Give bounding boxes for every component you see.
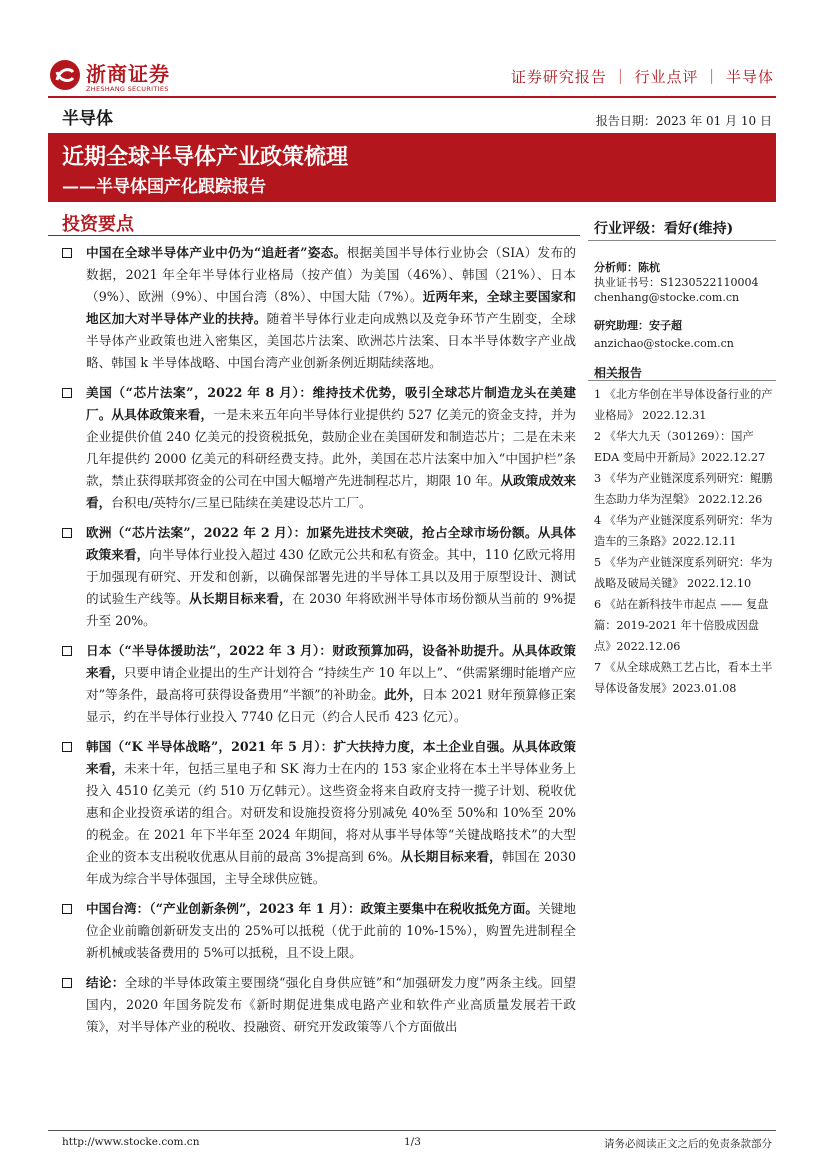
assistant-label: 研究助理： [594, 319, 649, 332]
checkbox-bullet-icon [62, 388, 72, 398]
paragraph-emphasis: 近两年来，全球主要国家和地区加大对半导体产业的扶持。 [86, 289, 576, 326]
paragraph-china [62, 242, 576, 374]
disclaimer-note: 请务必阅读正文之后的免责条款部分 [604, 1138, 772, 1150]
paragraph-japan [62, 640, 576, 728]
paragraph-body: 向半导体行业投入超过 430 亿欧元公共和私有资金。其中，110 亿欧元将用于加强现有研究、开发和创新，以确保部署先进的半导体工具以及用于原型设计、测试的试验生产线等。 [86, 547, 577, 606]
paragraph-body: 根据美国半导体行业协会（SIA）发布的数据，2021 年全年半导体行业格局（按产值）为美国（46%）、韩国（21%）、日本（9%）、欧洲（9%）、中国台湾（8%）、中国大陆（7%）。 [86, 245, 576, 304]
rating-divider [588, 240, 776, 241]
assistant-name: 安子超 [649, 319, 682, 332]
checkbox-bullet-icon [62, 978, 72, 988]
related-reports-list [594, 384, 774, 699]
checkbox-bullet-icon [62, 646, 72, 656]
paragraph-emphasis: 从长期目标来看， [189, 591, 293, 606]
sector-label: 半导体 [62, 109, 113, 129]
checkbox-bullet-icon [62, 742, 72, 752]
analyst-name: 陈杭 [638, 261, 660, 274]
related-report-item[interactable]: 4 《华为产业链深度系列研究：华为造车的三条路》2022.12.11 [594, 514, 773, 548]
report-category: 证券研究报告 ｜ 行业点评 ｜ 半导体 [510, 68, 774, 86]
related-reports-title: 相关报告 [594, 366, 643, 380]
investment-highlights [62, 242, 576, 1046]
section-divider [48, 235, 580, 236]
paragraph-lead: 日本（“半导体援助法”，2022 年 3 月）：财政预算加码，设备补助提升。从具体政策来看， [86, 643, 576, 680]
paragraph-body: 台积电/英特尔/三星已陆续在美建设芯片工厂。 [111, 495, 372, 510]
paragraph-body: 只要申请企业提出的生产计划符合 “持续生产 10 年以上”、“供需紧绷时能增产应对”等条件，最高将可获得设备费用“半额”的补助金。 [86, 665, 576, 702]
paragraph-korea [62, 736, 576, 890]
paragraph-conclusion [62, 972, 576, 1038]
logo-subtitle: ZHESHANG SECURITIES [86, 85, 169, 93]
report-subtitle: ——半导体国产化跟踪报告 [62, 177, 266, 197]
paragraph-body: 韩国在 2030 年成为综合半导体强国，主导全球供应链。 [86, 849, 577, 886]
footer-url-link[interactable]: http://www.stocke.com.cn [62, 1136, 200, 1148]
industry-rating: 行业评级：看好(维持) [594, 221, 734, 237]
paragraph-body: 一是未来五年向半导体行业提供约 527 亿美元的资金支持，并为企业提供价值 240 亿美元的投资税抵免，鼓励企业在美国研发和制造芯片；二是在未来几年提供约 2000 亿美元的科研经费支持。此外，美国在芯片法案中加入“中国护栏”条款，禁止获得联邦资金的公司在中国大幅增产先进制程芯片，期限 10 年。 [86, 407, 577, 488]
paragraph-europe [62, 522, 576, 632]
related-divider [588, 380, 776, 381]
paragraph-body: 在 2030 年将欧洲半导体市场份额从当前的 9%提升至 20%。 [86, 591, 577, 628]
analyst-label: 分析师： [594, 261, 638, 274]
paragraph-body: 全球的半导体政策主要围绕“强化自身供应链”和“加强研发力度”两条主线。回望国内，2020 年国务院发布《新时期促进集成电路产业和软件产业高质量发展若干政策》，对半导体产业的税收、投融资、研究开发政策等八个方面做出 [86, 975, 576, 1034]
page-number: 1/3 [404, 1136, 421, 1148]
footer-divider [48, 1130, 776, 1131]
paragraph-body: 关键地位企业前瞻创新研发支出的 25%可以抵税（优于此前的 10%-15%），购置先进制程全新机械或装备费用的 5%可以抵税，且不设上限。 [86, 901, 576, 960]
logo-icon [48, 58, 82, 92]
related-report-item[interactable]: 6 《站在新科技牛市起点 —— 复盘篇：2019-2021 年十倍股成因盘点》2022.12.06 [594, 598, 769, 653]
paragraph-emphasis: 从政策成效来看， [86, 473, 577, 510]
paragraph-body: 日本 2021 财年预算修正案显示，约在半导体行业投入 7740 亿日元（约合人民币 423 亿元）。 [86, 687, 577, 724]
related-report-item[interactable]: 7 《从全球成熟工艺占比，看本土半导体设备发展》2023.01.08 [594, 661, 773, 695]
license-number: 执业证书号：S1230522110004 [594, 276, 759, 289]
related-report-item[interactable]: 1 《北方华创在半导体设备行业的产业格局》 2022.12.31 [594, 388, 773, 422]
paragraph-body: 未来十年，包括三星电子和 SK 海力士在内的 153 家企业将在本土半导体业务上投入 4510 亿美元（约 510 万亿韩元）。这些资金将来自政府支持一揽子计划、税收优惠和企业投资承诺的组合。对研发和设施投资将分别减免 40%至 50%和 10%至 20%的税金。在 2021 年下半年至 2024 年期间，将对从事半导体等“关键战略技术”的大型企业的资本支出税收优惠从目前的最高 3%提高到 6%。 [86, 761, 577, 864]
related-report-item[interactable]: 2 《华大九天（301269）：国产 EDA 变局中开新局》2022.12.27 [594, 430, 766, 464]
checkbox-bullet-icon [62, 528, 72, 538]
paragraph-emphasis: 此外， [383, 687, 422, 702]
assistant-info [594, 318, 774, 351]
assistant-email: anzichao@stocke.com.cn [594, 337, 734, 350]
checkbox-bullet-icon [62, 248, 72, 258]
paragraph-lead: 欧洲（“芯片法案”，2022 年 2 月）：加紧先进技术突破，抢占全球市场份额。从具体政策来看， [86, 525, 576, 562]
header-divider [48, 96, 776, 98]
section-title: 投资要点 [62, 214, 134, 235]
paragraph-lead: 韩国（“K 半导体战略”，2021 年 5 月）：扩大扶持力度，本土企业自强。从具体政策来看， [86, 739, 576, 776]
analyst-info [594, 260, 774, 305]
paragraph-lead: 美国（“芯片法案”，2022 年 8 月）：维持技术优势，吸引全球芯片制造龙头在美建厂。从具体政策来看， [86, 385, 576, 422]
analyst-email: chenhang@stocke.com.cn [594, 291, 740, 304]
paragraph-emphasis: 从长期目标来看， [400, 849, 502, 864]
report-date: 报告日期：2023 年 01 月 10 日 [595, 114, 772, 128]
report-title: 近期全球半导体产业政策梳理 [62, 144, 349, 170]
paragraph-body: 随着半导体行业走向成熟以及竞争环节产生剧变，全球半导体产业政策也进入密集区，美国芯片法案、欧洲芯片法案、日本半导体数字产业战略、韩国 k 半导体战略、中国台湾产业创新条例近期陆续落地。 [86, 311, 577, 370]
checkbox-bullet-icon [62, 904, 72, 914]
paragraph-lead: 中国台湾：（“产业创新条例”，2023 年 1 月）：政策主要集中在税收抵免方面。 [86, 901, 539, 916]
paragraph-lead: 中国在全球半导体产业中仍为“追赶者”姿态。 [86, 245, 347, 260]
related-report-item[interactable]: 5 《华为产业链深度系列研究：华为战略及破局关键》 2022.12.10 [594, 556, 773, 590]
related-report-item[interactable]: 3 《华为产业链深度系列研究：鲲鹏生态助力华为涅槃》 2022.12.26 [594, 472, 773, 506]
logo-text: 浙商证券 [86, 62, 170, 86]
paragraph-taiwan [62, 898, 576, 964]
paragraph-usa [62, 382, 576, 514]
paragraph-lead: 结论： [86, 975, 125, 990]
